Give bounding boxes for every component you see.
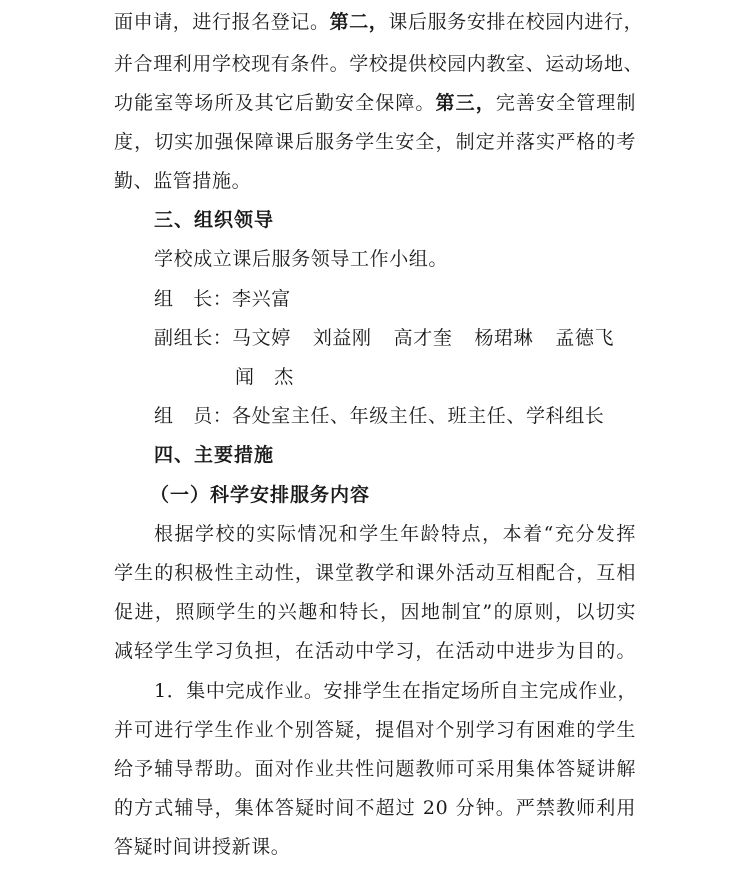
deputy-name: 孟德飞 xyxy=(555,327,615,349)
text-span: 功能室等场所及其它后勤安全保障。 xyxy=(114,92,436,114)
text-line: 根据学校的实际情况和学生年龄特点，本着“充分发挥 xyxy=(154,523,636,545)
leader-line xyxy=(154,281,291,317)
text-line: 给予辅导帮助。面对作业共性问题教师可采用集体答疑讲解 xyxy=(114,758,636,780)
text-span: 完善安全管理制 xyxy=(495,92,636,114)
subsection-heading: （一）科学安排服务内容 xyxy=(150,484,371,506)
deputy-name: 马文婷 xyxy=(232,327,291,349)
text-line xyxy=(114,4,644,40)
text-line: 度，切实加强保障课后服务学生安全，制定并落实严格的考 xyxy=(114,131,636,153)
deputy-name: 杨珺琳 xyxy=(474,327,534,349)
leader-label: 组 长： xyxy=(154,288,233,310)
bold-marker: 第二， xyxy=(329,11,389,33)
text-line: 并合理利用学校现有条件。学校提供校园内教室、运动场地、 xyxy=(114,53,644,75)
section-heading: 四、主要措施 xyxy=(154,444,275,466)
deputy-name: 高才奎 xyxy=(393,327,453,349)
text-line: 的方式辅导，集体答疑时间不超过 20 分钟。严禁教师利用 xyxy=(114,797,636,819)
deputy-line xyxy=(154,320,636,356)
text-line: 学生的积极性主动性，课堂教学和课外活动互相配合，互相 xyxy=(114,562,636,584)
text-span: 课后服务安排在校园内进行， xyxy=(388,11,644,33)
text-line: 勤、监管措施。 xyxy=(114,170,252,192)
members-text: 各处室主任、年级主任、班主任、学科组长 xyxy=(232,405,605,427)
text-line: 答疑时间讲授新课。 xyxy=(114,836,291,858)
deputy-extra: 闻 杰 xyxy=(235,366,294,388)
deputy-label: 副组长： xyxy=(154,327,233,349)
text-line: 1．集中完成作业。安排学生在指定场所自主完成作业， xyxy=(154,680,638,702)
text-span: 面申请，进行报名登记。 xyxy=(114,11,330,33)
text-line: 促进，照顾学生的兴趣和特长，因地制宜”的原则，以切实 xyxy=(114,601,636,623)
bold-marker: 第三， xyxy=(435,92,496,114)
leader-name: 李兴富 xyxy=(232,288,291,310)
text-line: 并可进行学生作业个别答疑，提倡对个别学习有困难的学生 xyxy=(114,719,636,741)
members-line xyxy=(154,398,604,434)
text-line: 学校成立课后服务领导工作小组。 xyxy=(154,248,449,270)
text-line: 减轻学生学习负担，在活动中学习，在活动中进步为目的。 xyxy=(114,640,636,662)
members-label: 组 员： xyxy=(154,405,233,427)
deputy-name: 刘益刚 xyxy=(312,327,372,349)
section-heading: 三、组织领导 xyxy=(154,209,275,231)
text-line xyxy=(114,85,636,121)
